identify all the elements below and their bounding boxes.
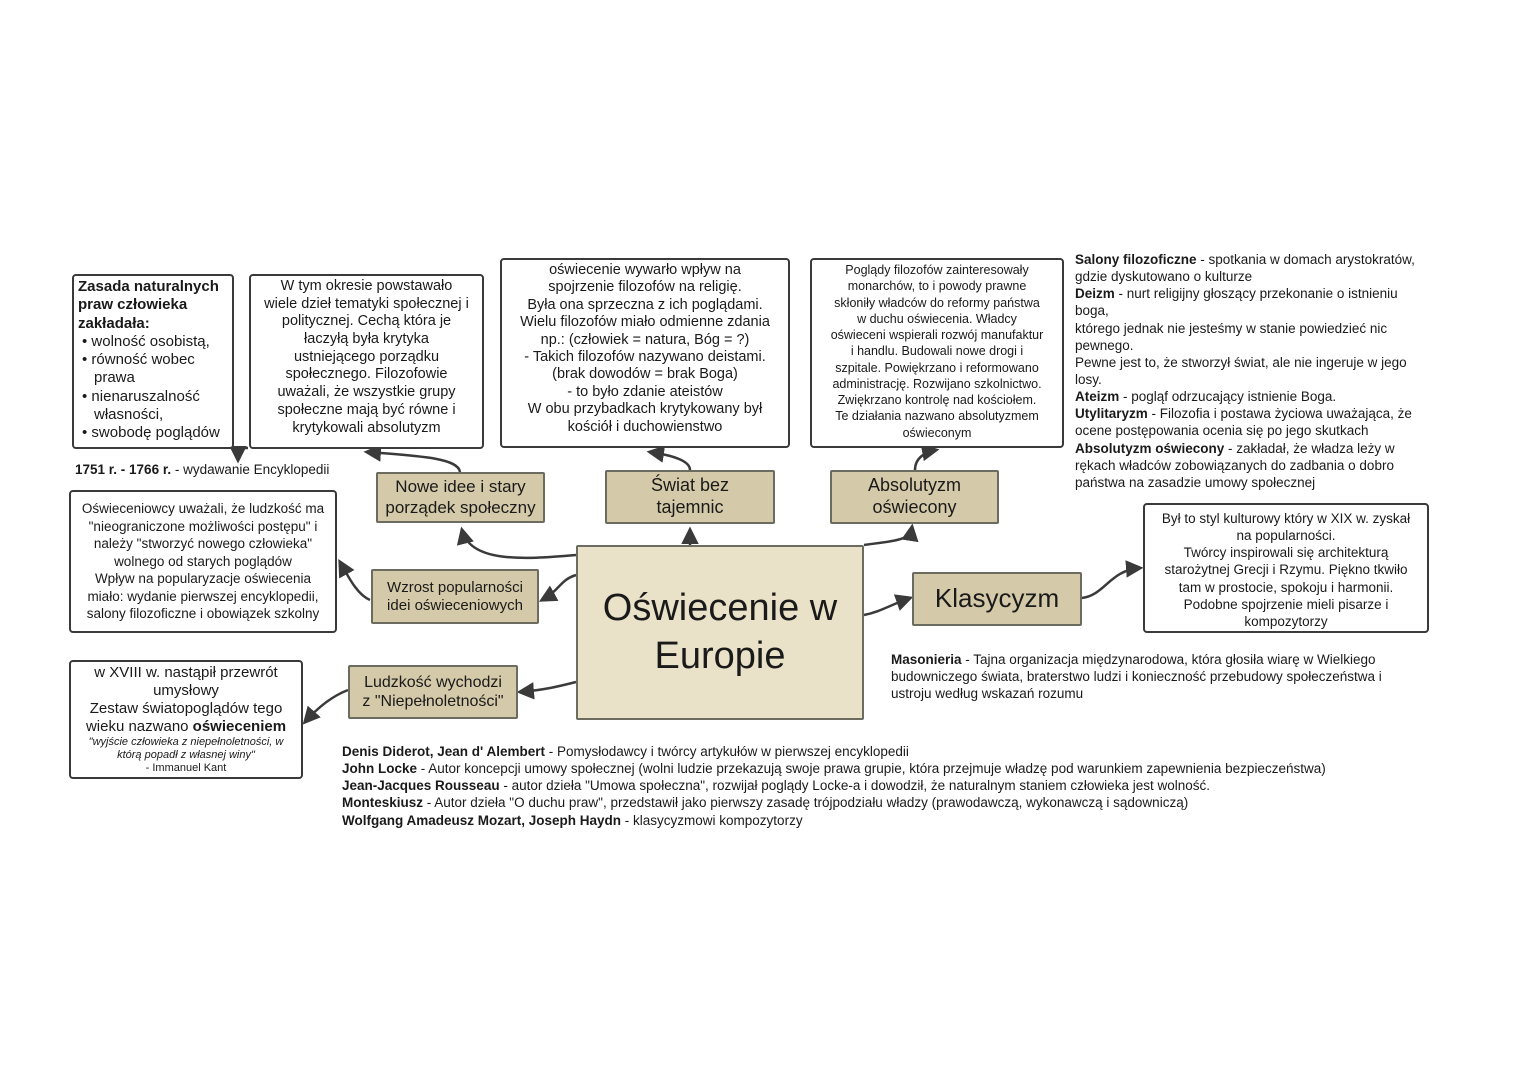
note-line: Wpływ na popularyzacje oświecenia	[94, 571, 312, 587]
note-line: politycznej. Cechą która je	[281, 313, 452, 330]
person-entry	[342, 812, 1442, 829]
arrow-central-to-ludzkosc	[520, 682, 576, 692]
note-line: salony filozoficzne i obowiązek szkolny	[86, 606, 320, 622]
note-line: oświecenie wywarło wpływ na	[549, 262, 741, 278]
note-line: społeczne mają być równe i	[277, 401, 456, 418]
note-zasada-heading: Zasada naturalnych praw człowieka zakładała:	[78, 278, 219, 332]
note-line: Podobne spojrzenie mieli pisarze i	[1183, 596, 1389, 612]
note-line: należy "stworzyć nowego człowieka"	[93, 536, 313, 552]
note-line: kościół i duchowienstwo	[567, 418, 723, 435]
topic-swiat-line1: Świat bez	[650, 475, 730, 496]
central-title-line2: Europie	[654, 634, 786, 677]
note-line: szpitale. Powiękrzano i reformowano	[835, 360, 1039, 375]
person-desc: - klasycyzmowi kompozytorzy	[621, 812, 803, 828]
topic-wzrost-line2: idei oświeceniowych	[387, 596, 523, 614]
definition-term: Absolutyzm oświecony	[1075, 440, 1225, 456]
note-xviii-last-line	[77, 718, 295, 736]
definition-cont: którego jednak nie jesteśmy w stanie powiedzieć nic	[1075, 320, 1388, 336]
topic-wzrost-popularnosci	[371, 569, 539, 624]
definition-term: Salony filozoficzne	[1075, 252, 1197, 267]
definition-cont: rękach władców zobowiązanych do zadbania o dobro	[1075, 457, 1394, 473]
kant-author: - Immanuel Kant	[145, 762, 227, 775]
note-line: "nieograniczone możliwości postępu" i	[88, 518, 318, 534]
note-line: Poglądy filozofów zainteresowały	[845, 263, 1029, 277]
note-line: monarchów, to i powody prawne	[847, 279, 1027, 294]
encyklopedia-term: 1751 r. - 1766 r.	[75, 462, 172, 477]
definition-term: Ateizm	[1075, 389, 1120, 405]
topic-swiat-bez-tajemnic	[605, 470, 775, 524]
person-name: Jean-Jacques Rousseau	[342, 778, 500, 794]
person-name: Denis Diderot, Jean d' Alembert	[342, 744, 546, 759]
note-line: łaczyłą była krytyka	[304, 331, 429, 348]
definition-cont: gdzie dyskutowano o kulturze	[1075, 269, 1253, 285]
note-poglady-filozofow	[810, 258, 1064, 448]
person-desc: - Autor koncepcji umowy społecznej (wolni ludzie przekazują swoje prawa grupie, która przejmuje władzę pod warunkiem zapewnienia bezpieczeństwa)	[417, 761, 1326, 777]
note-line: Te działania nazwano absolutyzmem	[835, 409, 1039, 424]
note-w-tym-okresie	[249, 274, 484, 449]
arrow-swiat-to-religia	[650, 452, 690, 470]
arrow-absolutyzm-to-poglady	[915, 450, 936, 470]
note-line: miało: wydanie pierwszej encyklopedii,	[87, 588, 319, 604]
note-line: administrację. Rozwijano szkolnictwo.	[832, 376, 1042, 391]
note-line: uważali, że wszystkie grupy	[277, 384, 456, 401]
masoneria-cont: budowniczego świata, braterstwo ludzi i konieczność przebudowy społeczeństwa i	[891, 669, 1382, 685]
note-line: tam w prostocie, spokoju i harmonii.	[1178, 579, 1394, 595]
note-zasada-naturalnych-praw	[72, 274, 234, 449]
note-klasycyzm	[1143, 503, 1429, 633]
note-line: umysłowy	[153, 682, 219, 699]
arrow-central-to-absolutyzm	[864, 527, 912, 545]
person-desc: - autor dzieła "Umowa społeczna", rozwijał poglądy Locke-a i dowodził, że naturalnym staniem człowieka jest wolność.	[499, 778, 1210, 794]
note-xviii-wiek	[69, 660, 303, 779]
arrow-nowe-idee-to-w-tym-okresie	[367, 452, 460, 472]
note-line: w XVIII w. nastąpił przewrót	[94, 664, 278, 681]
note-xviii-last-prefix: wieku nazwano	[85, 718, 193, 735]
note-line: ustniejącego porządku	[293, 348, 440, 365]
note-oswieceniowcy	[69, 490, 337, 633]
topic-nowe-idee-line1: Nowe idee i stary	[395, 477, 526, 497]
topic-wzrost-line1: Wzrost popularności	[387, 578, 523, 596]
definition-cont: ocene postępowania ocenia się po jego skutkach	[1075, 423, 1369, 439]
note-line: (brak dowodów = brak Boga)	[552, 366, 738, 383]
central-title-line1: Oświecenie w	[602, 587, 838, 629]
person-name: Monteskiusz	[342, 795, 424, 811]
definition-cont: Pewne jest to, że stworzył świat, ale nie ingeruje w jego	[1075, 354, 1407, 370]
definition-term: Utylitaryzm	[1075, 406, 1148, 422]
encyklopedia-line	[75, 462, 375, 477]
note-line: Była ona sprzeczna z ich poglądami.	[527, 296, 763, 313]
note-line: i handlu. Budowali nowe drogi i	[850, 344, 1024, 359]
note-line: na popularności.	[1236, 528, 1336, 544]
definition-term: Deizm	[1075, 286, 1115, 302]
person-entry	[342, 794, 1442, 811]
definition-entry	[1075, 388, 1455, 405]
topic-nowe-idee	[376, 472, 545, 523]
arrow-wzrost-to-oswieceniowcy	[340, 562, 370, 600]
person-name: John Locke	[342, 761, 418, 777]
definition-desc: - zakładał, że władza leży w	[1224, 440, 1395, 456]
note-line: W tym okresie powstawało	[280, 278, 453, 294]
person-entry	[342, 760, 1442, 777]
note-line: np.: (człowiek = natura, Bóg = ?)	[540, 331, 750, 348]
note-line: kompozytorzy	[1244, 613, 1328, 629]
note-line: Twórcy inspirowali się architekturą	[1183, 545, 1389, 561]
definition-desc: - pogląf odrzucający istnienie Boga.	[1119, 389, 1337, 405]
definition-desc: - spotkania w domach arystokratów,	[1196, 252, 1415, 267]
note-line: oświeconym	[902, 425, 972, 440]
definition-entry	[1075, 405, 1455, 422]
definition-cont: państwa na zasadzie umowy społecznej	[1075, 474, 1316, 490]
arrow-w-tym-okresie-to-encyklopedia	[238, 448, 248, 460]
topic-absolutyzm-line2: oświecony	[872, 497, 957, 517]
person-entry	[342, 743, 1442, 760]
definition-entry	[1075, 440, 1455, 457]
note-zasada-item: • równość wobec prawa	[78, 351, 228, 388]
person-desc: - Autor dzieła "O duchu praw", przedstawił jako pierwszy zasadę trójpodziału władzy (prawodawczą, wykonawczą i sądowniczą)	[423, 795, 1189, 811]
note-zasada-item: • nienaruszalność własności,	[78, 388, 228, 425]
arrow-central-to-klasycyzm	[864, 598, 910, 615]
definition-desc: - Filozofia i postawa życiowa uważająca, że	[1147, 406, 1412, 422]
note-line: w duchu oświecenia. Władcy	[857, 311, 1017, 326]
central-node	[576, 545, 864, 720]
note-line: wolnego od starych poglądów	[114, 553, 292, 569]
definition-desc: - nurt religijny głoszący przekonanie o istnieniu	[1114, 286, 1398, 302]
person-entry	[342, 777, 1442, 794]
note-line: Zestaw światopoglądów tego	[89, 700, 283, 717]
topic-ludzkosc-line2: z "Niepełnoletności"	[362, 693, 504, 710]
definition-entry	[1075, 251, 1455, 268]
note-line: Wielu filozofów miało odmienne zdania	[520, 314, 770, 331]
masoneria-block	[891, 651, 1451, 702]
topic-absolutyzm-oswiecony	[830, 470, 999, 524]
topic-ludzkosc-wychodzi	[348, 665, 518, 719]
encyklopedia-desc: - wydawanie Encyklopedii	[171, 462, 330, 477]
topic-ludzkosc-line1: Ludzkość wychodzi	[364, 673, 502, 691]
note-line: Zwiękrzano kontrolę nad kościołem.	[837, 393, 1037, 407]
definition-cont: pewnego.	[1075, 337, 1134, 353]
person-desc: - Pomysłodawcy i twórcy artykułów w pierwszej encyklopedii	[545, 744, 909, 759]
note-line: Oświeceniowcy uważali, że ludzkość ma	[81, 501, 325, 516]
person-name: Wolfgang Amadeusz Mozart, Joseph Haydn	[342, 812, 622, 828]
note-line: krytykowali absolutyzm	[292, 419, 441, 436]
note-line: społecznego. Filozofowie	[285, 366, 448, 383]
note-line: starożytnej Grecji i Rzymu. Piękno tkwiło	[1164, 562, 1408, 578]
masoneria-term: Masonieria	[891, 652, 962, 667]
topic-swiat-line2: tajemnic	[656, 497, 724, 517]
note-line: Był to styl kulturowy który w XIX w. zyskał	[1161, 511, 1411, 526]
topic-absolutyzm-line1: Absolutyzm	[867, 475, 962, 496]
topic-klasycyzm	[912, 572, 1082, 626]
note-line: W obu przybadkach krytykowany był	[527, 401, 763, 418]
topic-nowe-idee-line2: porządek społeczny	[385, 497, 536, 517]
arrow-central-to-nowe-idee	[462, 530, 576, 558]
note-line: - Takich filozofów nazywano deistami.	[524, 348, 766, 365]
kant-quote-line1: "wyjście człowieka z niepełnoletności, w	[88, 736, 284, 748]
arrow-central-to-wzrost	[542, 575, 576, 600]
note-xviii-bold: oświeceniem	[192, 718, 287, 735]
masoneria-entry	[891, 651, 1451, 668]
topic-klasycyzm-label: Klasycyzm	[934, 583, 1060, 614]
note-line: skłoniły władców do reformy państwa	[834, 295, 1040, 310]
masoneria-cont: ustroju według wskazań rozumu	[891, 686, 1084, 702]
definition-cont: boga,	[1075, 303, 1109, 319]
people-block	[342, 743, 1442, 829]
arrow-ludzkosc-to-xviii	[305, 690, 348, 722]
arrow-klasycyzm-to-note	[1082, 568, 1140, 598]
note-zasada-item: • wolność osobistą,	[78, 333, 228, 351]
definitions-block	[1075, 251, 1455, 491]
definition-cont: losy.	[1075, 371, 1102, 387]
note-line: spojrzenie filozofów na religię.	[548, 279, 742, 296]
kant-quote-line2: którą popadł z własnej winy"	[117, 749, 255, 762]
note-line: - to było zdanie ateistów	[567, 383, 723, 400]
definition-entry	[1075, 285, 1455, 302]
note-line: wiele dzieł tematyki społecznej i	[264, 295, 469, 312]
masoneria-desc: - Tajna organizacja międzynarodowa, która głosiła wiarę w Wielkiego	[961, 652, 1376, 667]
note-religia	[500, 258, 790, 448]
note-line: oświeceni wspierali rozwój manufaktur	[830, 328, 1044, 342]
note-zasada-item: • swobodę poglądów	[78, 424, 228, 442]
